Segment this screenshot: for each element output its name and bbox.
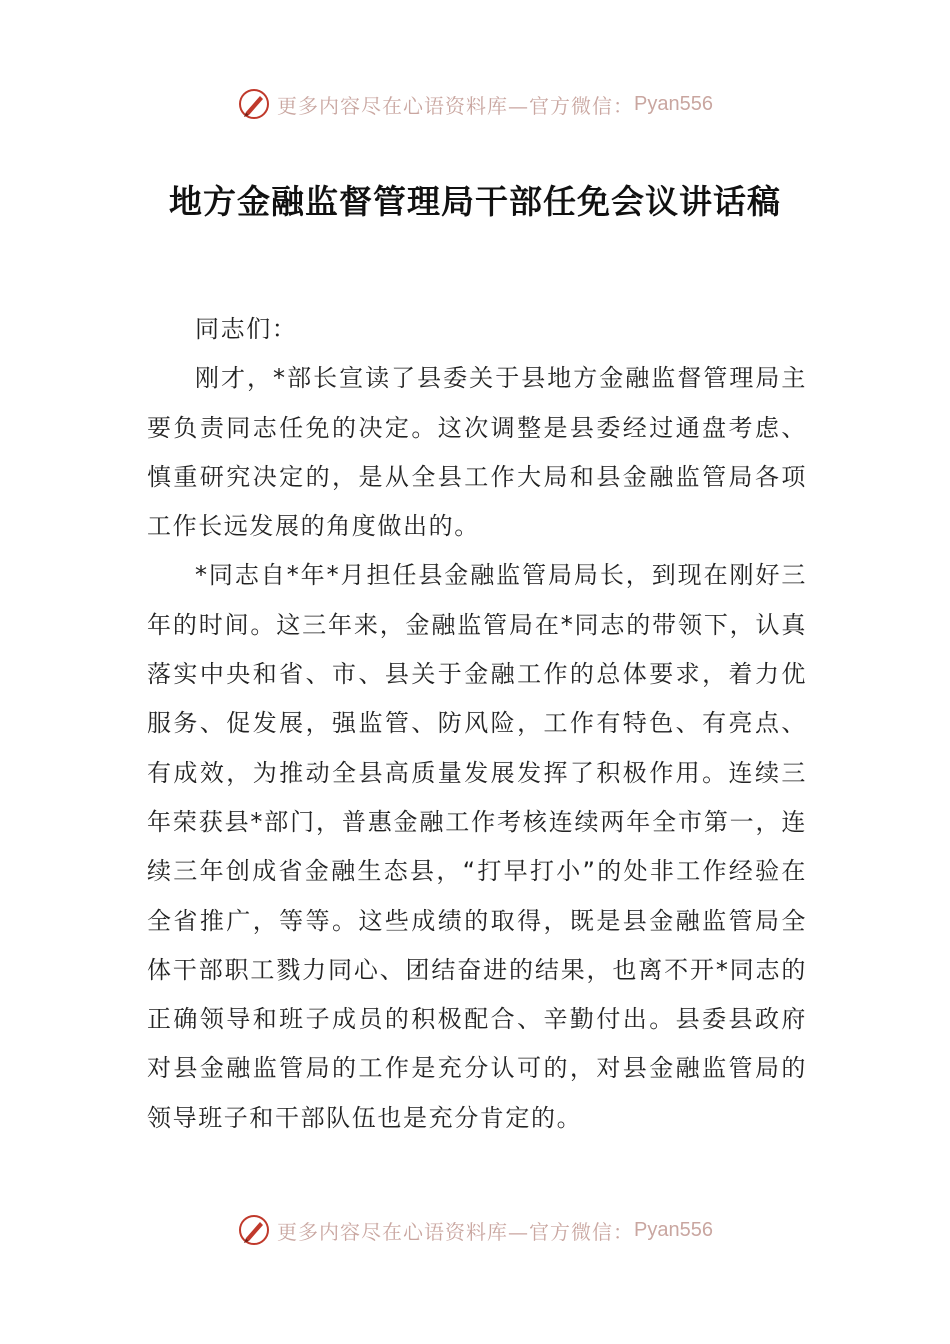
watermark-banner-bottom <box>0 1210 950 1250</box>
pen-logo-icon <box>237 1213 271 1247</box>
salutation: 同志们： <box>195 315 298 343</box>
watermark-banner-top <box>0 84 950 124</box>
document-title: 地方金融监督管理局干部任免会议讲话稿 <box>169 182 781 221</box>
watermark-wechat-id: Pyan556 <box>634 1218 713 1241</box>
document-body <box>147 305 807 1143</box>
pen-logo-icon <box>237 87 271 121</box>
watermark-wechat-id: Pyan556 <box>634 92 713 115</box>
watermark-text: 更多内容尽在心语资料库—官方微信： <box>277 93 635 118</box>
paragraph-1: 刚才，*部长宣读了县委关于县地方金融监督管理局主要负责同志任免的决定。这次调整是县委经过通盘考虑、慎重研究决定的，是从全县工作大局和县金融监管局各项工作长远发展的角度做出的。 <box>147 364 807 541</box>
watermark-text: 更多内容尽在心语资料库—官方微信： <box>277 1219 635 1244</box>
paragraph-2: *同志自*年*月担任县金融监管局局长，到现在刚好三年的时间。这三年来，金融监管局在*同志的带领下，认真落实中央和省、市、县关于金融工作的总体要求，着力优服务、促发展，强监管、防风险，工作有特色、有亮点、有成效，为推动全县高质量发展发挥了积极作用。连续三年荣获县*部门，普惠金融工作考核连续两年全市第一，连续三年创成省金融生态县，“打早打小”的处非工作经验在全省推广，等等。这些成绩的取得，既是县金融监管局全体干部职工戮力同心、团结奋进的结果，也离不开*同志的正确领导和班子成员的积极配合、辛勤付出。县委县政府对县金融监管局的工作是充分认可的，对县金融监管局的领导班子和干部队伍也是充分肯定的。 <box>147 561 807 1132</box>
